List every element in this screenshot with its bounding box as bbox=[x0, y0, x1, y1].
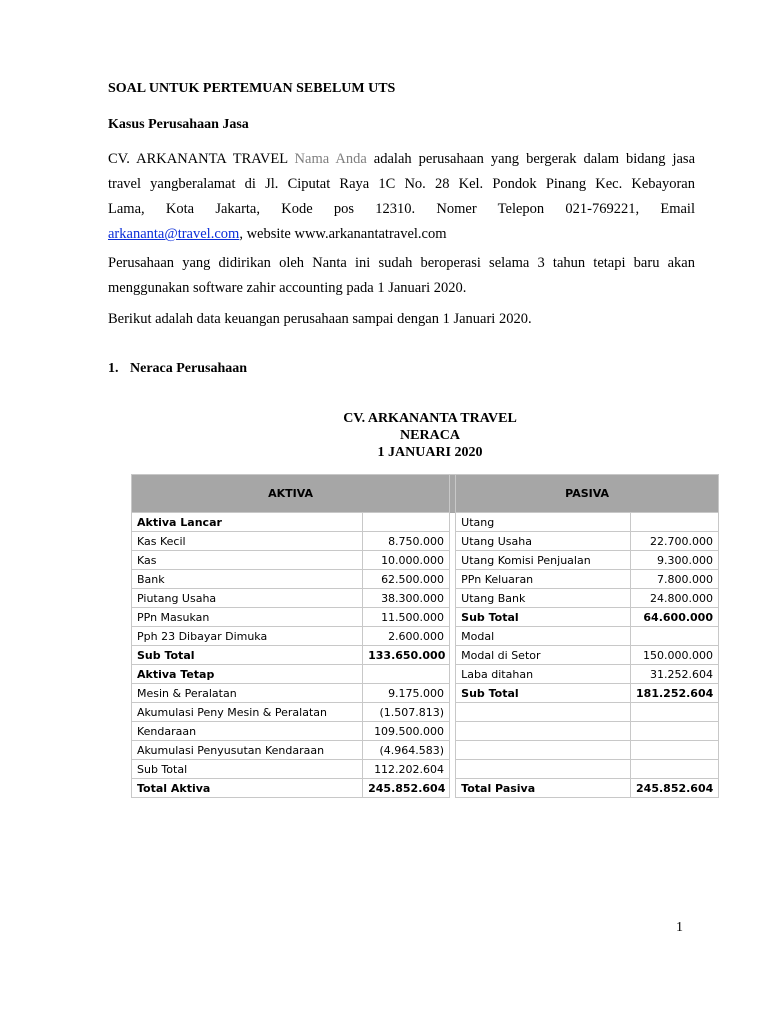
aktiva-value bbox=[363, 513, 450, 532]
statement-title: NERACA bbox=[400, 428, 460, 443]
aktiva-value: 112.202.604 bbox=[363, 760, 450, 779]
paragraph-text: adalah perusahaan yang bergerak dalam bidang jasa bbox=[373, 151, 696, 167]
pasiva-value bbox=[631, 722, 719, 741]
paragraph-line: menggunakan software zahir accounting pada 1 Januari 2020. bbox=[108, 280, 467, 296]
aktiva-label: Aktiva Tetap bbox=[132, 665, 363, 684]
name-placeholder: Nama Anda bbox=[294, 151, 367, 167]
pasiva-value: 22.700.000 bbox=[631, 532, 719, 551]
pasiva-label bbox=[456, 760, 631, 779]
pasiva-value bbox=[631, 703, 719, 722]
pasiva-value bbox=[631, 513, 719, 532]
table-row bbox=[132, 570, 719, 589]
pasiva-value: 7.800.000 bbox=[631, 570, 719, 589]
table-row bbox=[132, 684, 719, 703]
aktiva-value: 2.600.000 bbox=[363, 627, 450, 646]
table-row bbox=[132, 608, 719, 627]
table-row bbox=[132, 722, 719, 741]
paragraph-line: Berikut adalah data keuangan perusahaan sampai dengan 1 Januari 2020. bbox=[108, 311, 532, 327]
pasiva-value: 9.300.000 bbox=[631, 551, 719, 570]
balance-sheet-body bbox=[132, 513, 719, 798]
aktiva-label: Mesin & Peralatan bbox=[132, 684, 363, 703]
pasiva-label: Modal di Setor bbox=[456, 646, 631, 665]
history-paragraph bbox=[108, 251, 695, 301]
aktiva-label: Sub Total bbox=[132, 760, 363, 779]
aktiva-value: 133.650.000 bbox=[363, 646, 450, 665]
paragraph-line: Lama, Kota Jakarta, Kode pos 12310. Nomer Telepon 021-769221, Email bbox=[108, 201, 695, 217]
table-row bbox=[132, 779, 719, 798]
aktiva-label: Aktiva Lancar bbox=[132, 513, 363, 532]
aktiva-value: 9.175.000 bbox=[363, 684, 450, 703]
pasiva-value: 245.852.604 bbox=[631, 779, 719, 798]
paragraph-line: Perusahaan yang didirikan oleh Nanta ini sudah beroperasi selama 3 tahun tetapi baru akan bbox=[108, 255, 695, 271]
aktiva-label: Kendaraan bbox=[132, 722, 363, 741]
aktiva-value: 11.500.000 bbox=[363, 608, 450, 627]
paragraph-line bbox=[108, 147, 695, 172]
pasiva-value: 150.000.000 bbox=[631, 646, 719, 665]
aktiva-label: Akumulasi Penyusutan Kendaraan bbox=[132, 741, 363, 760]
table-row bbox=[132, 665, 719, 684]
document-heading: SOAL UNTUK PERTEMUAN SEBELUM UTS bbox=[108, 81, 396, 96]
aktiva-label: Pph 23 Dibayar Dimuka bbox=[132, 627, 363, 646]
table-row bbox=[132, 703, 719, 722]
pasiva-value bbox=[631, 741, 719, 760]
pasiva-label: Sub Total bbox=[456, 608, 631, 627]
pasiva-label: Utang Usaha bbox=[456, 532, 631, 551]
table-row bbox=[132, 551, 719, 570]
aktiva-value: 8.750.000 bbox=[363, 532, 450, 551]
case-subheading: Kasus Perusahaan Jasa bbox=[108, 117, 249, 132]
aktiva-value: 38.300.000 bbox=[363, 589, 450, 608]
aktiva-value bbox=[363, 665, 450, 684]
table-row bbox=[132, 589, 719, 608]
aktiva-label: Sub Total bbox=[132, 646, 363, 665]
aktiva-label: Total Aktiva bbox=[132, 779, 363, 798]
aktiva-value: 109.500.000 bbox=[363, 722, 450, 741]
aktiva-value: (1.507.813) bbox=[363, 703, 450, 722]
aktiva-value: 245.852.604 bbox=[363, 779, 450, 798]
table-row bbox=[132, 760, 719, 779]
pasiva-value: 24.800.000 bbox=[631, 589, 719, 608]
pasiva-value: 31.252.604 bbox=[631, 665, 719, 684]
pasiva-value bbox=[631, 627, 719, 646]
paragraph-text: , website www.arkanantatravel.com bbox=[239, 226, 447, 242]
statement-company: CV. ARKANANTA TRAVEL bbox=[343, 411, 517, 426]
page-number: 1 bbox=[676, 920, 683, 935]
pasiva-label: PPn Keluaran bbox=[456, 570, 631, 589]
aktiva-value: (4.964.583) bbox=[363, 741, 450, 760]
company-description-paragraph bbox=[108, 147, 695, 247]
pasiva-label bbox=[456, 703, 631, 722]
pasiva-label: Laba ditahan bbox=[456, 665, 631, 684]
pasiva-value: 181.252.604 bbox=[631, 684, 719, 703]
aktiva-label: Kas Kecil bbox=[132, 532, 363, 551]
table-header-row bbox=[132, 475, 719, 513]
aktiva-header: AKTIVA bbox=[132, 475, 450, 513]
pasiva-header: PASIVA bbox=[456, 475, 719, 513]
table-row bbox=[132, 627, 719, 646]
aktiva-value: 10.000.000 bbox=[363, 551, 450, 570]
aktiva-label: Akumulasi Peny Mesin & Peralatan bbox=[132, 703, 363, 722]
aktiva-label: Piutang Usaha bbox=[132, 589, 363, 608]
pasiva-label: Total Pasiva bbox=[456, 779, 631, 798]
email-link[interactable]: arkananta@travel.com bbox=[108, 226, 240, 242]
pasiva-label bbox=[456, 722, 631, 741]
pasiva-label: Utang bbox=[456, 513, 631, 532]
company-name: CV. ARKANANTA TRAVEL bbox=[108, 151, 288, 167]
paragraph-line: travel yangberalamat di Jl. Ciputat Raya 1C No. 28 Kel. Pondok Pinang Kec. Kebayoran bbox=[108, 176, 695, 192]
intro-paragraph bbox=[108, 307, 695, 332]
table-row bbox=[132, 646, 719, 665]
section-title: Neraca Perusahaan bbox=[130, 361, 248, 376]
pasiva-label: Utang Komisi Penjualan bbox=[456, 551, 631, 570]
aktiva-value: 62.500.000 bbox=[363, 570, 450, 589]
table-row bbox=[132, 532, 719, 551]
statement-date: 1 JANUARI 2020 bbox=[377, 445, 483, 460]
aktiva-label: PPn Masukan bbox=[132, 608, 363, 627]
pasiva-value bbox=[631, 760, 719, 779]
pasiva-label bbox=[456, 741, 631, 760]
aktiva-label: Kas bbox=[132, 551, 363, 570]
balance-sheet-table bbox=[131, 474, 719, 798]
pasiva-label: Utang Bank bbox=[456, 589, 631, 608]
table-row bbox=[132, 513, 719, 532]
pasiva-label: Modal bbox=[456, 627, 631, 646]
table-row bbox=[132, 741, 719, 760]
section-heading bbox=[108, 361, 247, 377]
section-number: 1. bbox=[108, 361, 119, 376]
pasiva-value: 64.600.000 bbox=[631, 608, 719, 627]
paragraph-line bbox=[108, 222, 695, 247]
pasiva-label: Sub Total bbox=[456, 684, 631, 703]
aktiva-label: Bank bbox=[132, 570, 363, 589]
